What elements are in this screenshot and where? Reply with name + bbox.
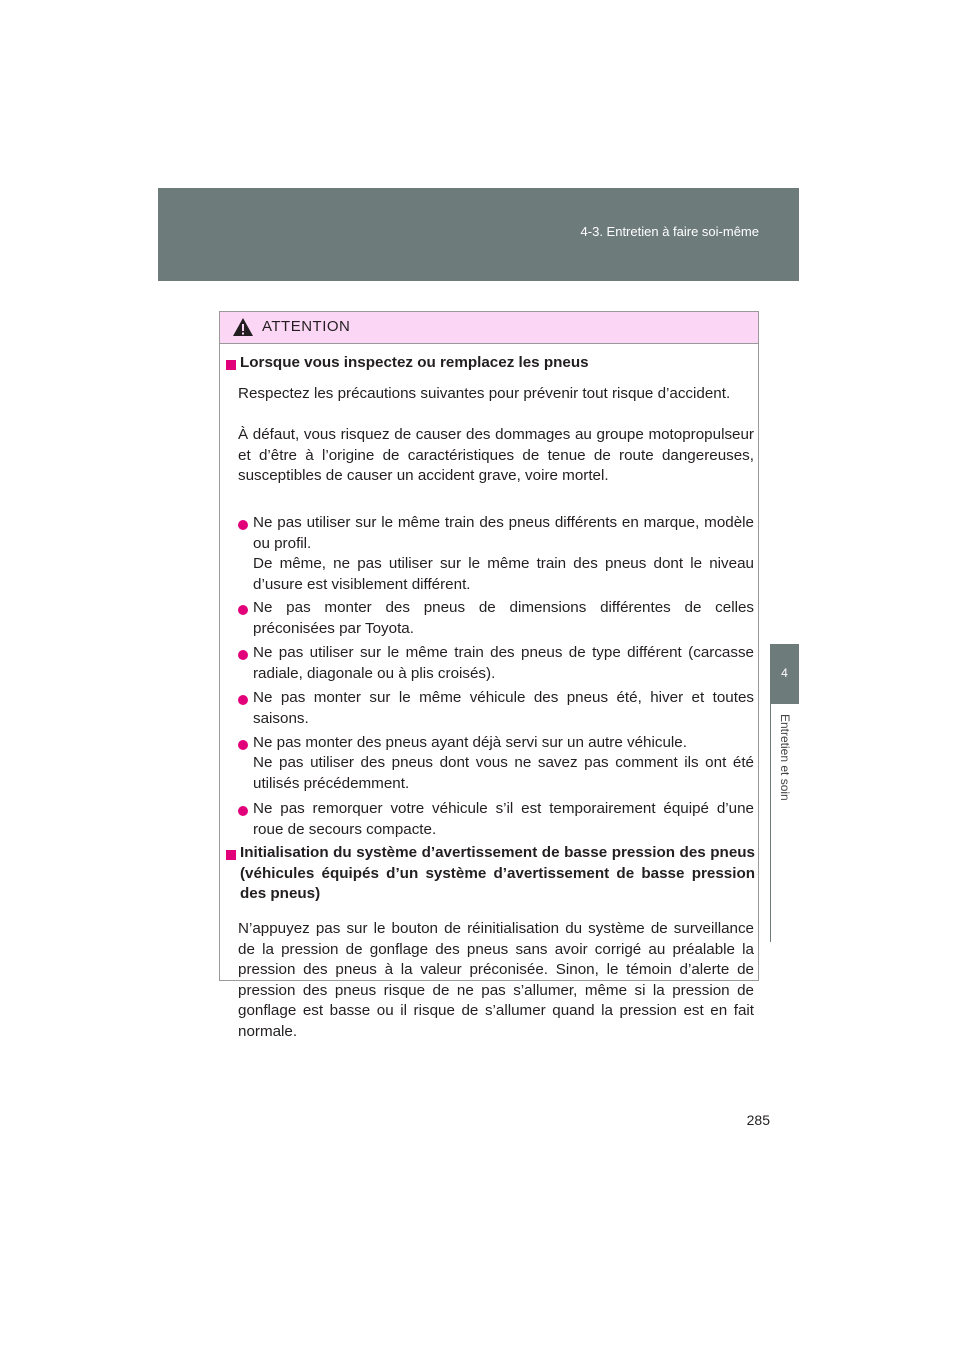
round-bullet-icon [238,695,248,705]
paragraph: À défaut, vous risquez de causer des dommages au groupe motopropulseur et d’être à l’origine de caractéristiques de tenue de route dangereuses, susceptibles de causer un accident grave, voire mortel. [238,426,754,484]
round-bullet-icon [238,605,248,615]
section-header-bar [158,188,799,281]
list-item-continued: Ne pas utiliser des pneus dont vous ne savez pas comment ils ont été utilisés précédemment. [253,754,754,792]
list-item: Ne pas utiliser sur le même train des pneus de type différent (carcasse radiale, diagonale ou à plis croisés). [253,644,754,682]
section-heading: Initialisation du système d’avertissement de basse pression des pneus (véhicules équipés d’un système d’avertissement de basse pression des pneus) [240,844,755,902]
paragraph: N’appuyez pas sur le bouton de réinitialisation du système de surveillance de la pression de gonflage des pneus sans avoir corrigé au préalable la pression des pneus à la valeur préconisée. Sinon, le témoin d’alerte de pression des pneus risque de ne pas s’allumer, même si la pression de gonflage est basse ou il risque de s’allumer quand la pression est en fait normale. [238,920,754,1040]
list-item: Ne pas monter sur le même véhicule des pneus été, hiver et toutes saisons. [253,689,754,727]
caution-header [220,312,758,344]
round-bullet-icon [238,806,248,816]
square-bullet-icon [226,850,236,860]
round-bullet-icon [238,650,248,660]
section-heading: Lorsque vous inspectez ou remplacez les pneus [240,354,589,371]
chapter-number: 4 [781,666,788,680]
round-bullet-icon [238,520,248,530]
warning-triangle-icon [232,317,254,337]
list-item: Ne pas remorquer votre véhicule s’il est temporairement équipé d’une roue de secours compacte. [253,800,754,838]
caution-box [219,311,759,1040]
caution-title: ATTENTION [262,318,351,335]
section-title: 4-3. Entretien à faire soi-même [580,224,759,239]
list-item: Ne pas monter des pneus ayant déjà servi sur un autre véhicule. [253,734,687,751]
list-item-continued: De même, ne pas utiliser sur le même train des pneus dont le niveau d’usure est visiblement différent. [253,555,754,593]
page-number: 285 [746,1112,770,1128]
list-item: Ne pas monter des pneus de dimensions différentes de celles préconisées par Toyota. [253,599,754,637]
square-bullet-icon [226,360,236,370]
round-bullet-icon [238,740,248,750]
list-item: Ne pas utiliser sur le même train des pneus différents en marque, modèle ou profil. [253,514,754,552]
chapter-tab [770,644,799,704]
chapter-label: Entretien et soin [778,714,792,801]
paragraph: Respectez les précautions suivantes pour prévenir tout risque d’accident. [238,385,731,402]
